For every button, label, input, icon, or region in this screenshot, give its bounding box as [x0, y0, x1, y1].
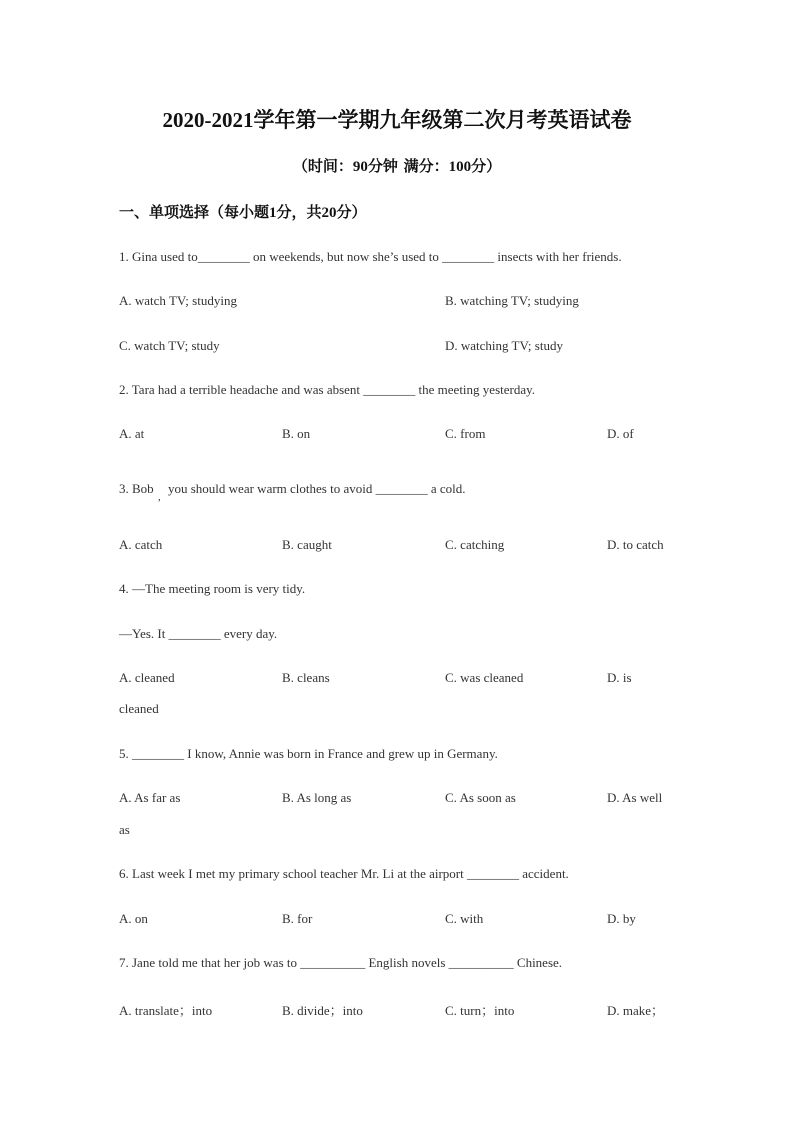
option-c: C. watch TV; study	[119, 338, 220, 353]
option-a: A. As far as	[119, 790, 181, 805]
option-d: D. to catch	[607, 537, 664, 552]
option-b: B. on	[282, 426, 311, 441]
option-a: A. on	[119, 911, 148, 926]
question-stem: 5. ________ I know, Annie was born in France and grew up in Germany.	[119, 746, 498, 761]
option-d-wrap: as	[119, 822, 130, 837]
option-d: D. by	[607, 911, 636, 926]
option-b: B. As long as	[282, 790, 352, 805]
option-b: B. caught	[282, 537, 332, 552]
option-b: B. watching TV; studying	[445, 293, 579, 308]
exam-info: （时间：90分钟 满分：100分）	[292, 159, 502, 175]
option-b: B. cleans	[282, 670, 330, 685]
option-a: A. catch	[119, 537, 163, 552]
question-stem: 2. Tara had a terrible headache and was absent ________ the meeting yesterday.	[119, 382, 536, 397]
option-d: D. of	[607, 426, 634, 441]
question-stem: you should wear warm clothes to avoid ________ a cold.	[168, 481, 466, 496]
comma-mark: ,	[158, 491, 161, 503]
option-a: A. at	[119, 426, 145, 441]
question-stem-response: —Yes. It ________ every day.	[119, 626, 278, 641]
option-b: B. for	[282, 911, 313, 926]
option-c: C. turn；into	[445, 1003, 515, 1018]
option-d: D. is	[607, 670, 632, 685]
option-a: A. watch TV; studying	[119, 293, 237, 308]
option-c: C. was cleaned	[445, 670, 524, 685]
section-heading: 一、单项选择（每小题1分，共20分）	[119, 205, 367, 221]
page-title: 2020-2021学年第一学期九年级第二次月考英语试卷	[162, 108, 632, 132]
option-b: B. divide；into	[282, 1003, 363, 1018]
option-d: D. watching TV; study	[445, 338, 563, 353]
question-stem: 6. Last week I met my primary school teacher Mr. Li at the airport ________ accident.	[119, 866, 569, 881]
question-stem-prefix: 3. Bob	[119, 481, 154, 496]
question-stem: 1. Gina used to________ on weekends, but now she’s used to ________ insects with her friends.	[119, 249, 622, 264]
option-d: D. make；	[607, 1003, 665, 1018]
option-c: C. catching	[445, 537, 505, 552]
question-stem: 4. —The meeting room is very tidy.	[119, 581, 306, 596]
option-a: A. cleaned	[119, 670, 175, 685]
option-c: C. As soon as	[445, 790, 516, 805]
question-stem: 7. Jane told me that her job was to __________ English novels __________ Chinese.	[119, 955, 563, 970]
option-c: C. with	[445, 911, 484, 926]
option-d: D. As well	[607, 790, 663, 805]
option-a: A. translate；into	[119, 1003, 213, 1018]
option-d-wrap: cleaned	[119, 701, 159, 716]
option-c: C. from	[445, 426, 486, 441]
